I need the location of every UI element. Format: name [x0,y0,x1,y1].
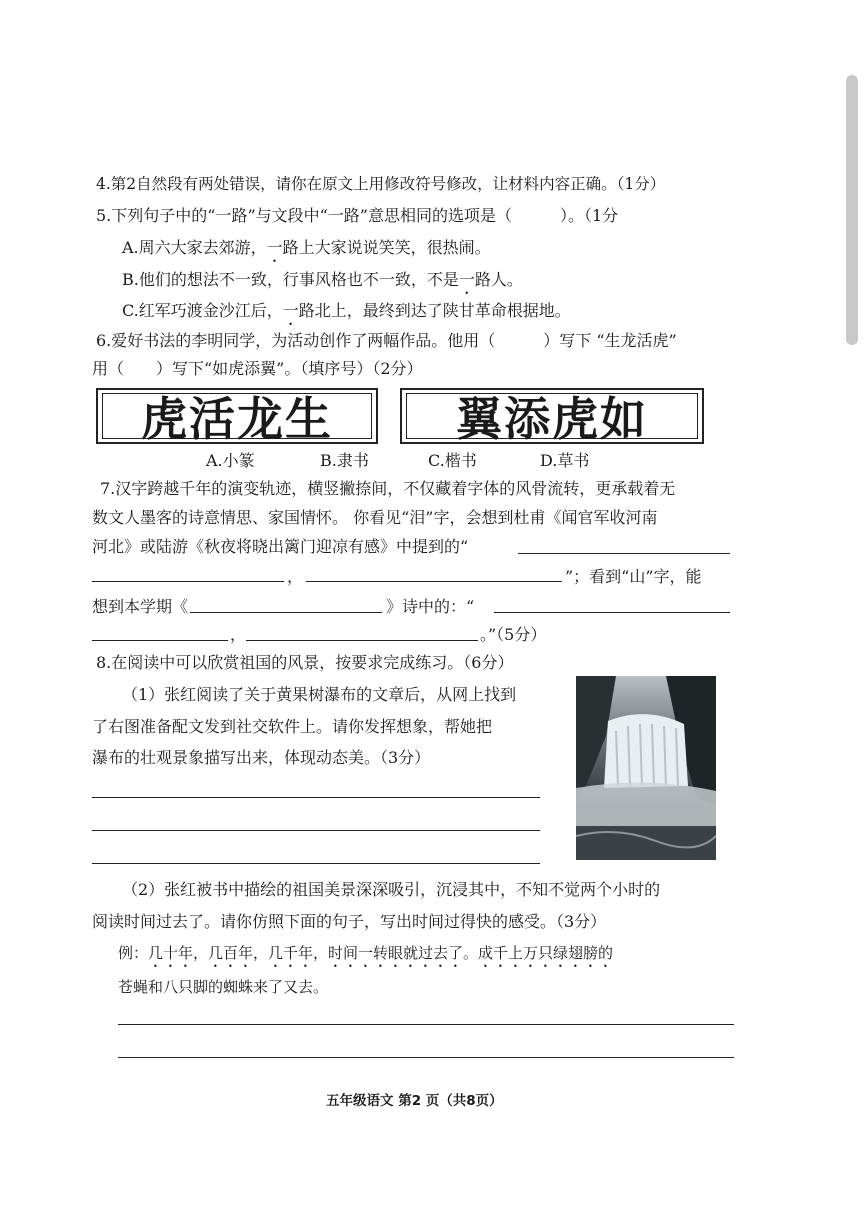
option-b-text-pre: B.他们的想法不一致，行事风格也不一致，不是 [122,270,459,289]
question-6-line-2: 用（ ）写下“如虎添翼”。（填序号）（2分） [92,359,423,378]
emphasis-mark: 一 [266,238,283,257]
question-7-line-3: 河北》或陆游《秋夜将晓出篱门迎凉有感》中提到的“ [92,537,469,556]
answer-blank[interactable] [306,581,562,582]
question-8-part-1-line-1: （1）张红阅读了关于黄果树瀑布的文章后，从网上找到 [122,685,517,704]
option-a-text-post: 路上大家说说笑笑，很热闹。 [282,238,491,257]
example-label: 例： [118,944,149,962]
emphasis-mark: 一 [458,270,475,289]
calligraphy-work-2 [400,388,704,444]
example-text-1: 几十年，几百年，几千年，时间一转眼就过去了。成千上万只绿翅膀的 [148,944,614,962]
writing-line[interactable] [92,863,540,864]
question-6-line-1: 6.爱好书法的李明同学，为活动创作了两幅作品。他用（ ）写下 “生龙活虎” [96,331,677,350]
answer-blank[interactable] [92,640,228,641]
scrollbar[interactable] [846,75,858,345]
writing-line[interactable] [92,830,540,831]
example-line-1 [118,942,613,971]
calligraphy-text-1: 虎活龙生 [141,392,333,446]
option-d: D.草书 [540,451,590,470]
writing-line[interactable] [118,1024,734,1025]
option-a-text-pre: A.周六大家去郊游， [122,238,267,257]
question-5-option-a [122,237,491,266]
option-c-text-post: 路北上，最终到达了陕甘革命根据地。 [298,301,571,320]
question-4: 4.第2自然段有两处错误，请你在原文上用修改符号修改，让材料内容正确。（1分） [96,175,666,193]
page-footer: 五年级语文 第2 页（共8页） [326,1093,503,1109]
question-8-stem: 8.在阅读中可以欣赏祖国的风景，按要求完成练习。（6分） [96,653,514,672]
emphasis-mark: 一 [282,301,299,320]
question-5-option-c [122,300,571,329]
writing-line[interactable] [92,797,540,798]
option-c-text-pre: C.红军巧渡金沙江后， [122,301,283,320]
question-5-option-b [122,269,523,298]
writing-line[interactable] [118,1057,734,1058]
calligraphy-text-2: 翼添虎如 [456,392,648,446]
question-8-part-2-line-2: 阅读时间过去了。请你仿照下面的句子，写出时间过得快的感受。（3分） [92,912,607,931]
option-a: A.小篆 [206,451,255,470]
option-c: C.楷书 [428,451,477,470]
question-7-line-6: 。”（5分） [480,625,547,644]
question-7-line-4: ”；看到“山”字，能 [565,567,702,586]
comma: ， [230,625,247,644]
answer-blank[interactable] [246,640,478,641]
question-8-part-1-line-2: 了右图准备配文发到社交软件上。请你发挥想象，帮她把 [92,717,493,736]
calligraphy-work-1 [96,388,378,444]
answer-blank[interactable] [494,612,730,613]
option-b-text-post: 路人。 [474,270,523,289]
question-8-part-2-line-1: （2）张红被书中描绘的祖国美景深深吸引，沉浸其中，不知不觉两个小时的 [122,880,661,899]
option-b: B.隶书 [320,451,369,470]
example-line-2: 苍蝇和八只脚的蜘蛛来了又去。 [118,978,329,996]
question-7-line-1: 7.汉字跨越千年的演变轨迹，横竖撇捺间，不仅藏着字体的风骨流转，更承载着无 [100,479,676,498]
question-5-stem: 5.下列句子中的“一路”与文段中“一路”意思相同的选项是（ ）。（1分 [96,206,619,225]
question-7-line-5a: 想到本学期《 [92,597,189,616]
question-8-part-1-line-3: 瀑布的壮观景象描写出来，体现动态美。（3分） [92,748,431,767]
waterfall-image-icon [576,676,716,860]
waterfall-photo [576,676,716,860]
answer-blank[interactable] [518,553,730,554]
comma: ， [287,567,304,586]
question-7-line-5b: 》诗中的：“ [386,597,475,616]
question-7-line-2: 数文人墨客的诗意情思、家国情怀。 你看见“泪”字，会想到杜甫《闻官军收河南 [92,508,658,527]
answer-blank[interactable] [92,581,284,582]
poem-title-blank[interactable] [190,612,382,613]
